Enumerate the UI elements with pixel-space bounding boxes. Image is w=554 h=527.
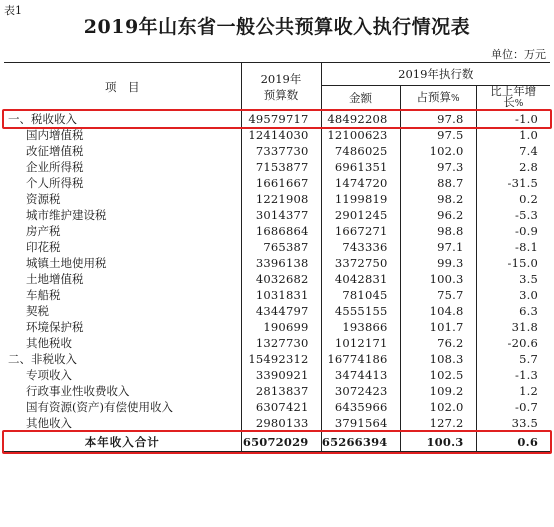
row-yoy: 2.8 bbox=[476, 159, 550, 175]
header-yoy: 比上年增 长% bbox=[476, 86, 550, 111]
row-amount: 3791564 bbox=[321, 415, 400, 432]
row-yoy: 3.5 bbox=[476, 271, 550, 287]
row-budget: 765387 bbox=[241, 239, 321, 255]
row-pct: 100.3 bbox=[400, 271, 476, 287]
header-budget: 2019年 预算数 bbox=[241, 63, 321, 111]
row-yoy: 7.4 bbox=[476, 143, 550, 159]
row-yoy: 33.5 bbox=[476, 415, 550, 432]
row-name: 二、非税收入 bbox=[8, 352, 77, 366]
total-row bbox=[4, 432, 550, 452]
table-row bbox=[4, 175, 550, 191]
row-yoy: -1.3 bbox=[476, 367, 550, 383]
header-exec-group: 2019年执行数 bbox=[321, 63, 550, 86]
table-row bbox=[4, 127, 550, 143]
row-name: 环境保护税 bbox=[26, 320, 84, 334]
row-budget: 7153877 bbox=[241, 159, 321, 175]
table-row bbox=[4, 335, 550, 351]
row-name: 契税 bbox=[26, 304, 49, 318]
row-name: 房产税 bbox=[26, 224, 61, 238]
row-amount: 743336 bbox=[321, 239, 400, 255]
table-row bbox=[4, 159, 550, 175]
row-amount: 4042831 bbox=[321, 271, 400, 287]
table-row bbox=[4, 271, 550, 287]
table-row bbox=[4, 415, 550, 432]
row-name: 改征增值税 bbox=[26, 144, 84, 158]
row-name: 城镇土地使用税 bbox=[26, 256, 107, 270]
row-budget: 6307421 bbox=[241, 399, 321, 415]
row-budget: 1221908 bbox=[241, 191, 321, 207]
row-amount: 6435966 bbox=[321, 399, 400, 415]
total-yoy: 0.6 bbox=[476, 432, 550, 452]
row-budget: 49579717 bbox=[241, 111, 321, 128]
table-row bbox=[4, 223, 550, 239]
row-amount: 6961351 bbox=[321, 159, 400, 175]
row-amount: 781045 bbox=[321, 287, 400, 303]
row-amount: 3072423 bbox=[321, 383, 400, 399]
total-pct: 100.3 bbox=[400, 432, 476, 452]
row-amount: 1474720 bbox=[321, 175, 400, 191]
row-name: 印花税 bbox=[26, 240, 61, 254]
row-yoy: 6.3 bbox=[476, 303, 550, 319]
row-budget: 3396138 bbox=[241, 255, 321, 271]
row-name: 土地增值税 bbox=[26, 272, 84, 286]
row-budget: 4344797 bbox=[241, 303, 321, 319]
row-yoy: -20.6 bbox=[476, 335, 550, 351]
row-yoy: 1.0 bbox=[476, 127, 550, 143]
row-amount: 12100623 bbox=[321, 127, 400, 143]
row-pct: 97.8 bbox=[400, 111, 476, 128]
table-row bbox=[4, 255, 550, 271]
row-name: 城市维护建设税 bbox=[26, 208, 107, 222]
row-pct: 101.7 bbox=[400, 319, 476, 335]
row-budget: 2980133 bbox=[241, 415, 321, 432]
row-yoy: -0.7 bbox=[476, 399, 550, 415]
row-name: 个人所得税 bbox=[26, 176, 84, 190]
row-budget: 12414030 bbox=[241, 127, 321, 143]
row-yoy: -31.5 bbox=[476, 175, 550, 191]
row-pct: 102.5 bbox=[400, 367, 476, 383]
row-amount: 48492208 bbox=[321, 111, 400, 128]
row-pct: 109.2 bbox=[400, 383, 476, 399]
row-budget: 1661667 bbox=[241, 175, 321, 191]
row-pct: 99.3 bbox=[400, 255, 476, 271]
table-tag: 表1 bbox=[4, 4, 22, 17]
total-budget: 65072029 bbox=[241, 432, 321, 452]
table-row bbox=[4, 287, 550, 303]
row-yoy: 5.7 bbox=[476, 351, 550, 367]
row-budget: 2813837 bbox=[241, 383, 321, 399]
row-yoy: 3.0 bbox=[476, 287, 550, 303]
total-name: 本年收入合计 bbox=[4, 432, 241, 452]
total-amount: 65266394 bbox=[321, 432, 400, 452]
table-row bbox=[4, 207, 550, 223]
row-name: 国内增值税 bbox=[26, 128, 84, 142]
row-yoy: -0.9 bbox=[476, 223, 550, 239]
row-amount: 2901245 bbox=[321, 207, 400, 223]
table-row bbox=[4, 319, 550, 335]
row-name: 其他税收 bbox=[26, 336, 72, 350]
row-budget: 4032682 bbox=[241, 271, 321, 287]
table-row bbox=[4, 399, 550, 415]
row-name: 国有资源(资产)有偿使用收入 bbox=[26, 400, 173, 414]
row-pct: 102.0 bbox=[400, 399, 476, 415]
row-pct: 97.5 bbox=[400, 127, 476, 143]
row-pct: 98.2 bbox=[400, 191, 476, 207]
row-budget: 3390921 bbox=[241, 367, 321, 383]
header-pct-budget: 占预算% bbox=[400, 86, 476, 111]
table-row bbox=[4, 111, 550, 128]
row-name: 专项收入 bbox=[26, 368, 72, 382]
row-amount: 4555155 bbox=[321, 303, 400, 319]
row-budget: 15492312 bbox=[241, 351, 321, 367]
header-amount: 金额 bbox=[321, 86, 400, 111]
page-title: 2019年山东省一般公共预算收入执行情况表 bbox=[83, 16, 471, 38]
row-pct: 104.8 bbox=[400, 303, 476, 319]
row-amount: 1012171 bbox=[321, 335, 400, 351]
row-yoy: -8.1 bbox=[476, 239, 550, 255]
row-amount: 1667271 bbox=[321, 223, 400, 239]
row-amount: 193866 bbox=[321, 319, 400, 335]
row-pct: 97.3 bbox=[400, 159, 476, 175]
row-pct: 88.7 bbox=[400, 175, 476, 191]
row-budget: 1327730 bbox=[241, 335, 321, 351]
row-yoy: 31.8 bbox=[476, 319, 550, 335]
table-row bbox=[4, 303, 550, 319]
row-yoy: -15.0 bbox=[476, 255, 550, 271]
row-pct: 76.2 bbox=[400, 335, 476, 351]
row-pct: 127.2 bbox=[400, 415, 476, 432]
row-amount: 1199819 bbox=[321, 191, 400, 207]
table-row bbox=[4, 239, 550, 255]
row-pct: 98.8 bbox=[400, 223, 476, 239]
row-amount: 3372750 bbox=[321, 255, 400, 271]
table-row bbox=[4, 191, 550, 207]
row-budget: 3014377 bbox=[241, 207, 321, 223]
row-pct: 97.1 bbox=[400, 239, 476, 255]
row-name: 企业所得税 bbox=[26, 160, 84, 174]
row-yoy: 0.2 bbox=[476, 191, 550, 207]
unit-label: 单位：万元 bbox=[491, 48, 546, 61]
row-budget: 190699 bbox=[241, 319, 321, 335]
row-name: 资源税 bbox=[26, 192, 61, 206]
row-budget: 1031831 bbox=[241, 287, 321, 303]
row-name: 车船税 bbox=[26, 288, 61, 302]
table-row bbox=[4, 367, 550, 383]
row-name: 行政事业性收费收入 bbox=[26, 384, 130, 398]
row-pct: 102.0 bbox=[400, 143, 476, 159]
row-amount: 7486025 bbox=[321, 143, 400, 159]
table-row bbox=[4, 351, 550, 367]
revenue-table bbox=[4, 62, 550, 452]
row-yoy: -5.3 bbox=[476, 207, 550, 223]
table-row bbox=[4, 383, 550, 399]
row-amount: 3474413 bbox=[321, 367, 400, 383]
row-name: 一、税收收入 bbox=[8, 112, 77, 126]
header-item: 项 目 bbox=[4, 63, 241, 111]
row-yoy: 1.2 bbox=[476, 383, 550, 399]
row-budget: 1686864 bbox=[241, 223, 321, 239]
row-pct: 108.3 bbox=[400, 351, 476, 367]
row-name: 其他收入 bbox=[26, 416, 72, 430]
table-row bbox=[4, 143, 550, 159]
row-yoy: -1.0 bbox=[476, 111, 550, 128]
row-pct: 96.2 bbox=[400, 207, 476, 223]
row-pct: 75.7 bbox=[400, 287, 476, 303]
row-budget: 7337730 bbox=[241, 143, 321, 159]
row-amount: 16774186 bbox=[321, 351, 400, 367]
